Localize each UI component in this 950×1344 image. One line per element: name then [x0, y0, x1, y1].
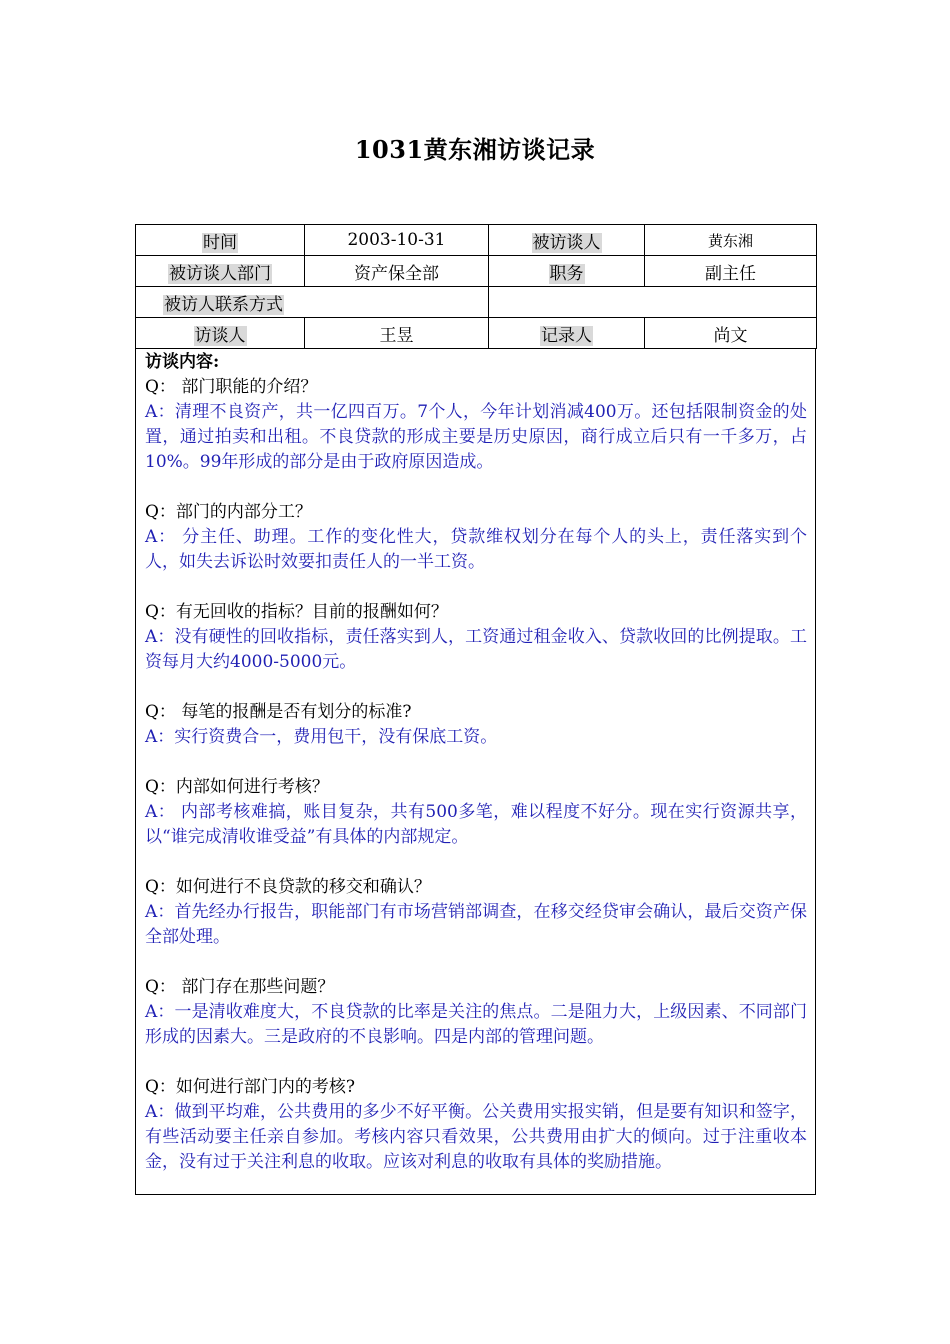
qa-item [145, 700, 807, 750]
interview-info-table [135, 224, 817, 349]
interviewer-value: 王昱 [305, 318, 489, 349]
department-value: 资产保全部 [305, 256, 489, 287]
answer: A：没有硬性的回收指标，责任落实到人，工资通过租金收入、贷款收回的比例提取。工资每月大约4000-5000元。 [145, 627, 807, 672]
qa-item [145, 500, 807, 575]
answer: A：首先经办行报告，职能部门有市场营销部调查，在移交经贷审会确认，最后交资产保全部处理。 [145, 902, 807, 947]
qa-item [145, 1075, 807, 1175]
content-heading: 访谈内容: [145, 352, 220, 372]
contact-label: 被访人联系方式 [164, 294, 283, 315]
table-row [136, 318, 817, 349]
answer: A： 分主任、助理。工作的变化性大，贷款维权划分在每个人的头上，责任落实到个人，如失去诉讼时效要扣责任人的一半工资。 [145, 527, 807, 572]
question: Q： 部门存在那些问题？ [145, 977, 335, 997]
qa-item [145, 875, 807, 950]
recorder-value: 尚文 [645, 318, 817, 349]
interviewee-label: 被访谈人 [532, 232, 601, 253]
recorder-label-cell [489, 318, 645, 349]
question: Q： 部门职能的介绍？ [145, 377, 318, 397]
question: Q：如何进行不良贷款的移交和确认？ [145, 877, 431, 897]
recorder-label: 记录人 [541, 325, 592, 346]
interviewer-label: 访谈人 [194, 325, 246, 346]
qa-item [145, 775, 807, 850]
answer: A： 内部考核难搞，账目复杂，共有500多笔，难以程度不好分。现在实行资源共享，以“谁完成清收谁受益”有具体的内部规定。 [145, 802, 807, 847]
interview-content [135, 348, 816, 1195]
time-label-cell [136, 225, 305, 256]
position-label-cell [489, 256, 645, 287]
interviewee-value: 黄东湘 [645, 225, 817, 256]
position-value: 副主任 [645, 256, 817, 287]
answer: A：实行资费合一，费用包干，没有保底工资。 [145, 727, 498, 747]
interviewee-label-cell [489, 225, 645, 256]
department-label: 被访谈人部门 [169, 263, 271, 284]
department-label-cell [136, 256, 305, 287]
question: Q： 每笔的报酬是否有划分的标准? [145, 702, 412, 722]
answer: A：一是清收难度大，不良贷款的比率是关注的焦点。二是阻力大，上级因素、不同部门形成的因素大。三是政府的不良影响。四是内部的管理问题。 [145, 1002, 807, 1047]
interviewer-label-cell [136, 318, 305, 349]
contact-value [489, 287, 817, 318]
qa-item [145, 975, 807, 1050]
question: Q：如何进行部门内的考核? [145, 1077, 356, 1097]
answer: A：做到平均难，公共费用的多少不好平衡。公关费用实报实销，但是要有知识和签字，有些活动要主任亲自参加。考核内容只看效果，公共费用由扩大的倾向。过于注重收本金，没有过于关注利息的收取。应该对利息的收取有具体的奖励措施。 [145, 1102, 807, 1172]
position-label: 职务 [549, 263, 584, 284]
qa-item [145, 375, 807, 475]
qa-item [145, 600, 807, 675]
question: Q：部门的内部分工？ [145, 502, 312, 522]
time-value: 2003-10-31 [305, 225, 489, 256]
answer: A：清理不良资产，共一亿四百万。7个人，今年计划消减400万。还包括限制资金的处置，通过拍卖和出租。不良贷款的形成主要是历史原因，商行成立后只有一千多万，占10%。99年形成的部分是由于政府原因造成。 [145, 402, 807, 472]
question: Q：内部如何进行考核？ [145, 777, 329, 797]
table-row [136, 225, 817, 256]
table-row [136, 287, 817, 318]
time-label: 时间 [203, 232, 237, 253]
table-row [136, 256, 817, 287]
question: Q：有无回收的指标？目前的报酬如何？ [145, 602, 448, 622]
document-title: 1031黄东湘访谈记录 [354, 135, 596, 164]
contact-label-cell [136, 287, 489, 318]
